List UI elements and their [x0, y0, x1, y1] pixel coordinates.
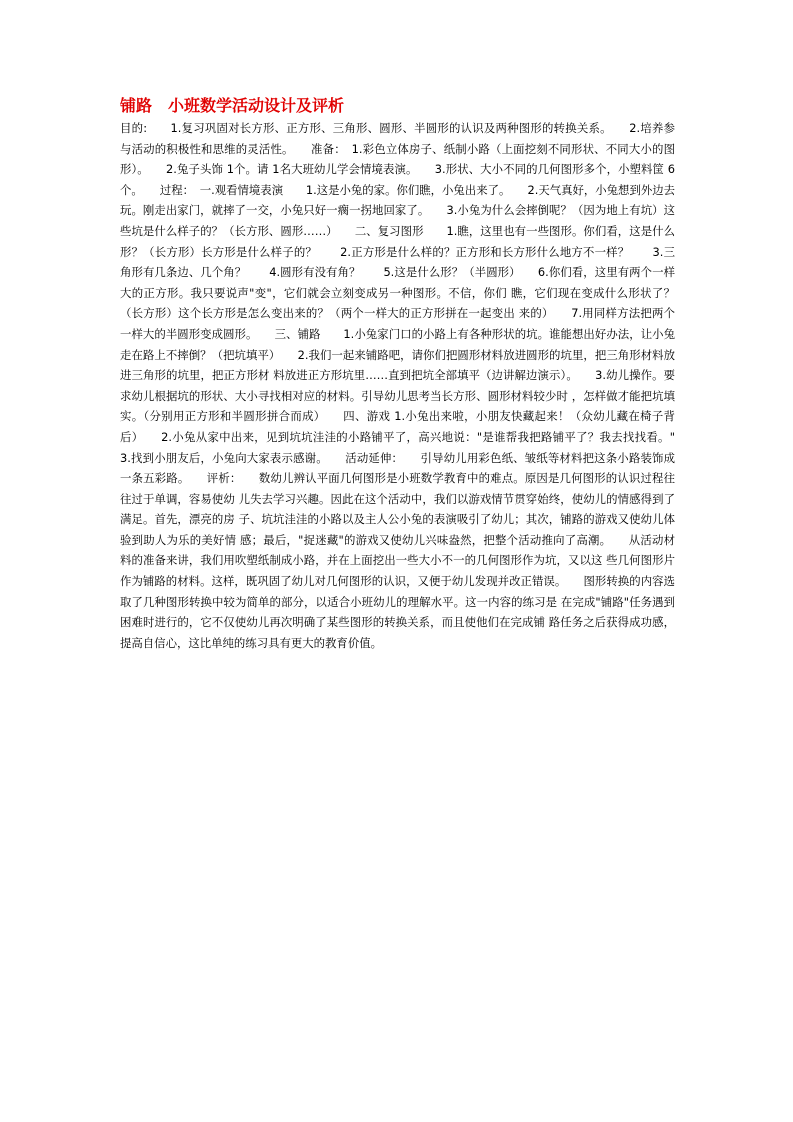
document-title: 铺路 小班数学活动设计及评析 [120, 96, 345, 115]
document-content [120, 95, 698, 653]
document-body: 目的: 1.复习巩固对长方形、正方形、三角形、圆形、半圆形的认识及两种图形的转换关系。 2.培养参与活动的积极性和思维的灵活性。 准备： 1.彩色立体房子、纸制小路（上面挖刻不同形状、不同大小的图形）。 2.兔子头饰 1个。请 1名大班幼儿学会情境表演。 3.形状、大小不同的几何图形多个，小塑料筐 6 个。 过程： 一.观看情境表演 1.这是小兔的家。你们瞧，小兔出来了。 2.天气真好，小兔想到外边去玩。刚走出家门，就摔了一交，小兔只好一瘸一拐地回家了。 3.小兔为什么会摔倒呢？（因为地上有坑）这些坑是什么样子的？（长方形、圆形……） 二、复习图形 1.瞧，这里也有一些图形。你们看，这是什么形？（长方形）长方形是什么样子的？ 2.正方形是什么样的？正方形和长方形什么地方不一样？ 3.三角形有几条边、几个角？ 4.圆形有没有角？ 5.这是什么形？（半圆形） 6.你们看，这里有两个一样大的正方形。我只要说声"变"，它们就会立刻变成另一种图形。不信，你们 瞧，它们现在变成什么形状了？（长方形）这个长方形是怎么变出来的？（两个一样大的正方形拼在一起变出 来的） 7.用同样方法把两个一样大的半圆形变成圆形。 三、铺路 1.小兔家门口的小路上有各种形状的坑。谁能想出好办法，让小兔走在路上不摔倒？（把坑填平） 2.我们一起来铺路吧，请你们把圆形材料放进圆形的坑里，把三角形材料放进三角形的坑里，把正方形材 料放进正方形坑里……直到把坑全部填平（边讲解边演示）。 3.幼儿操作。要求幼儿根据坑的形状、大小寻找相对应的材料。引导幼儿思考当长方形、圆形材料较少时 ，怎样做才能把坑填实。（分别用正方形和半圆形拼合而成） 四、游戏 1.小兔出来啦，小朋友快藏起来！（众幼儿藏在椅子背后） 2.小兔从家中出来，见到坑坑洼洼的小路铺平了，高兴地说："是谁帮我把路铺平了？我去找找看。" 3.找到小朋友后，小兔向大家表示感谢。 活动延伸： 引导幼儿用彩色纸、皱纸等材料把这条小路装饰成一条五彩路。 评析： 数幼儿辨认平面几何图形是小班数学教育中的难点。原因是几何图形的认识过程往往过于单调，容易使幼 儿失去学习兴趣。因此在这个活动中，我们以游戏情节贯穿始终，使幼儿的情感得到了满足。首先，漂亮的房 子、坑坑洼洼的小路以及主人公小兔的表演吸引了幼儿；其次，铺路的游戏又使幼儿体验到助人为乐的美好情 感；最后，"捉迷藏"的游戏又使幼儿兴味盎然，把整个活动推向了高潮。 从活动材料的准备来讲，我们用吹塑纸制成小路，并在上面挖出一些大小不一的几何图形作为坑，又以这 些几何图形片作为铺路的材料。这样，既巩固了幼儿对几何图形的认识，又便于幼儿发现并改正错误。 图形转换的内容选取了几种图形转换中较为简单的部分，以适合小班幼儿的理解水平。这一内容的练习是 在完成"铺路"任务遇到困难时进行的，它不仅使幼儿再次明确了某些图形的转换关系，而且使他们在完成铺 路任务之后获得成功感，提高自信心，这比单纯的练习具有更大的教育价值。 [120, 121, 698, 650]
